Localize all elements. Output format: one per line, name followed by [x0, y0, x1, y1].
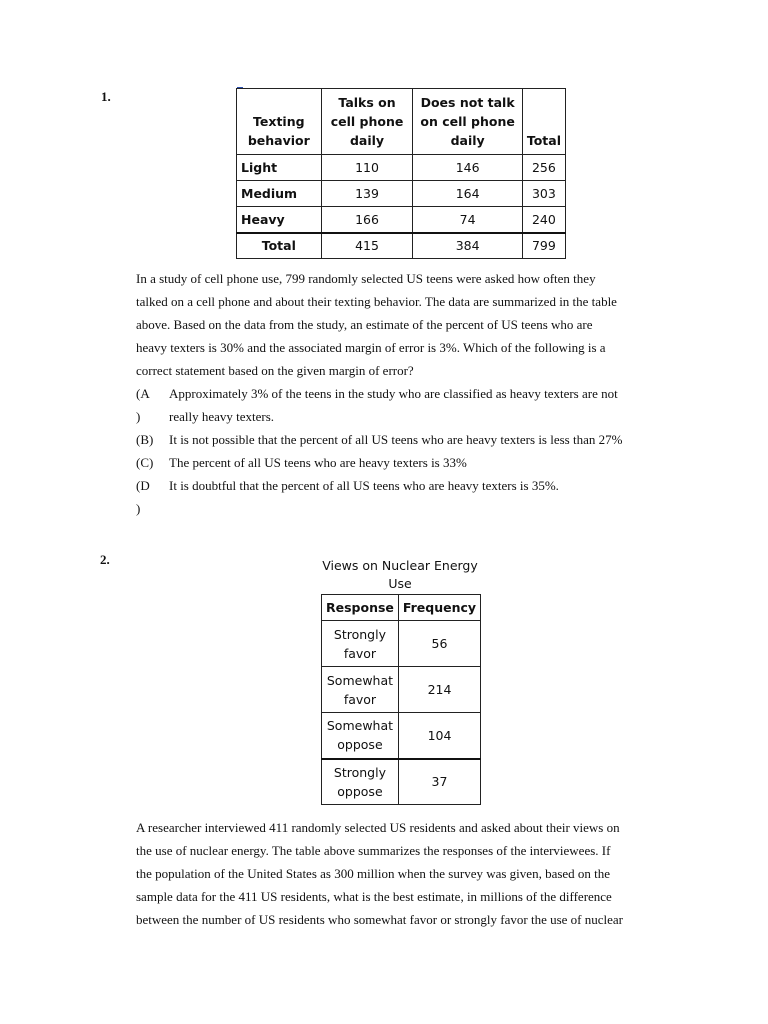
option-text: It is not possible that the percent of all US teens who are heavy texters is less than 27%: [169, 432, 623, 447]
table-row: [237, 181, 566, 207]
paragraph-line: talked on a cell phone and about their texting behavior. The data are summarized in the table: [136, 294, 617, 309]
nuclear-table: [321, 594, 481, 805]
row-label: Total: [237, 233, 322, 259]
question-2-number: 2.: [100, 552, 110, 567]
option-text: [169, 382, 669, 428]
table-row: [237, 155, 566, 181]
response-line: Strongly: [333, 626, 386, 642]
response-line: favor: [343, 645, 377, 661]
option-text-line: really heavy texters.: [169, 409, 275, 424]
paragraph-line: above. Based on the data from the study, an estimate of the percent of US teens who are: [136, 317, 593, 332]
header-response: Response: [322, 595, 399, 621]
paragraph-line: A researcher interviewed 411 randomly selected US residents and asked about their views on: [136, 820, 620, 835]
table-row: [322, 621, 481, 667]
paragraph-line: the population of the United States as 300 million when the survey was given, based on the: [136, 866, 611, 881]
response-cell: [322, 621, 399, 667]
frequency-cell: 37: [398, 759, 480, 805]
response-cell: [322, 759, 399, 805]
response-line: Somewhat: [326, 718, 394, 734]
option-letter: (C): [136, 455, 154, 470]
option-letter: [136, 474, 166, 520]
cell-not-talk: 384: [413, 233, 522, 259]
cell-talks: 166: [321, 207, 413, 233]
cell-total: 303: [522, 181, 565, 207]
option-b[interactable]: [136, 428, 676, 451]
cell-not-talk: 146: [413, 155, 522, 181]
paragraph-line: In a study of cell phone use, 799 randomly selected US teens were asked how often they: [136, 271, 596, 286]
cell-not-talk: 74: [413, 207, 522, 233]
response-line: oppose: [337, 737, 383, 753]
paragraph-line: correct statement based on the given margin of error?: [136, 363, 414, 378]
header-talks-daily: Talks on cell phone daily: [321, 89, 413, 155]
paragraph-line: the use of nuclear energy. The table above summarizes the responses of the interviewees. If: [136, 843, 611, 858]
paragraph-line: sample data for the 411 US residents, what is the best estimate, in millions of the difference: [136, 889, 612, 904]
frequency-cell: 214: [398, 667, 480, 713]
caption-line: Use: [388, 576, 412, 591]
option-text: It is doubtful that the percent of all US teens who are heavy texters is 35%.: [169, 478, 559, 493]
table-row: [322, 667, 481, 713]
table-row: [322, 759, 481, 805]
option-letter-line: ): [136, 409, 141, 424]
option-letter-line: ): [136, 501, 141, 516]
header-texting-behavior: Texting behavior: [237, 89, 322, 155]
header-not-talk-daily: Does not talk on cell phone daily: [413, 89, 522, 155]
option-letter: [136, 382, 166, 428]
cell-not-talk: 164: [413, 181, 522, 207]
table-row-total: [237, 233, 566, 259]
response-line: oppose: [337, 783, 383, 799]
header-frequency: Frequency: [398, 595, 480, 621]
option-letter-line: (D: [136, 478, 150, 493]
option-d[interactable]: [136, 474, 676, 520]
option-c[interactable]: [136, 451, 676, 474]
texting-table: [236, 88, 566, 259]
table-row: [322, 713, 481, 759]
paragraph-line: heavy texters is 30% and the associated margin of error is 3%. Which of the following is a: [136, 340, 606, 355]
question-1-number: 1.: [101, 89, 111, 104]
response-cell: [322, 713, 399, 759]
cell-talks: 110: [321, 155, 413, 181]
option-a[interactable]: [136, 382, 676, 428]
option-letter-line: (A: [136, 386, 150, 401]
question-2-paragraph: [136, 816, 676, 931]
cell-total: 799: [522, 233, 565, 259]
question-1-paragraph: [136, 267, 676, 382]
frequency-cell: 56: [398, 621, 480, 667]
response-line: Strongly: [333, 764, 386, 780]
row-label: Heavy: [237, 207, 322, 233]
table-row: [237, 207, 566, 233]
cell-talks: 415: [321, 233, 413, 259]
option-text: The percent of all US teens who are heavy texters is 33%: [169, 455, 467, 470]
cell-total: 256: [522, 155, 565, 181]
response-line: favor: [343, 691, 377, 707]
table-caption: [300, 557, 500, 593]
response-line: Somewhat: [326, 672, 394, 688]
response-cell: [322, 667, 399, 713]
option-letter: (B): [136, 432, 154, 447]
option-text-line: Approximately 3% of the teens in the study who are classified as heavy texters are not: [169, 386, 618, 401]
caption-line: Views on Nuclear Energy: [322, 558, 478, 573]
cell-total: 240: [522, 207, 565, 233]
paragraph-line: between the number of US residents who somewhat favor or strongly favor the use of nuclear: [136, 912, 623, 927]
row-label: Light: [237, 155, 322, 181]
frequency-cell: 104: [398, 713, 480, 759]
cell-talks: 139: [321, 181, 413, 207]
header-total: Total: [522, 89, 565, 155]
row-label: Medium: [237, 181, 322, 207]
